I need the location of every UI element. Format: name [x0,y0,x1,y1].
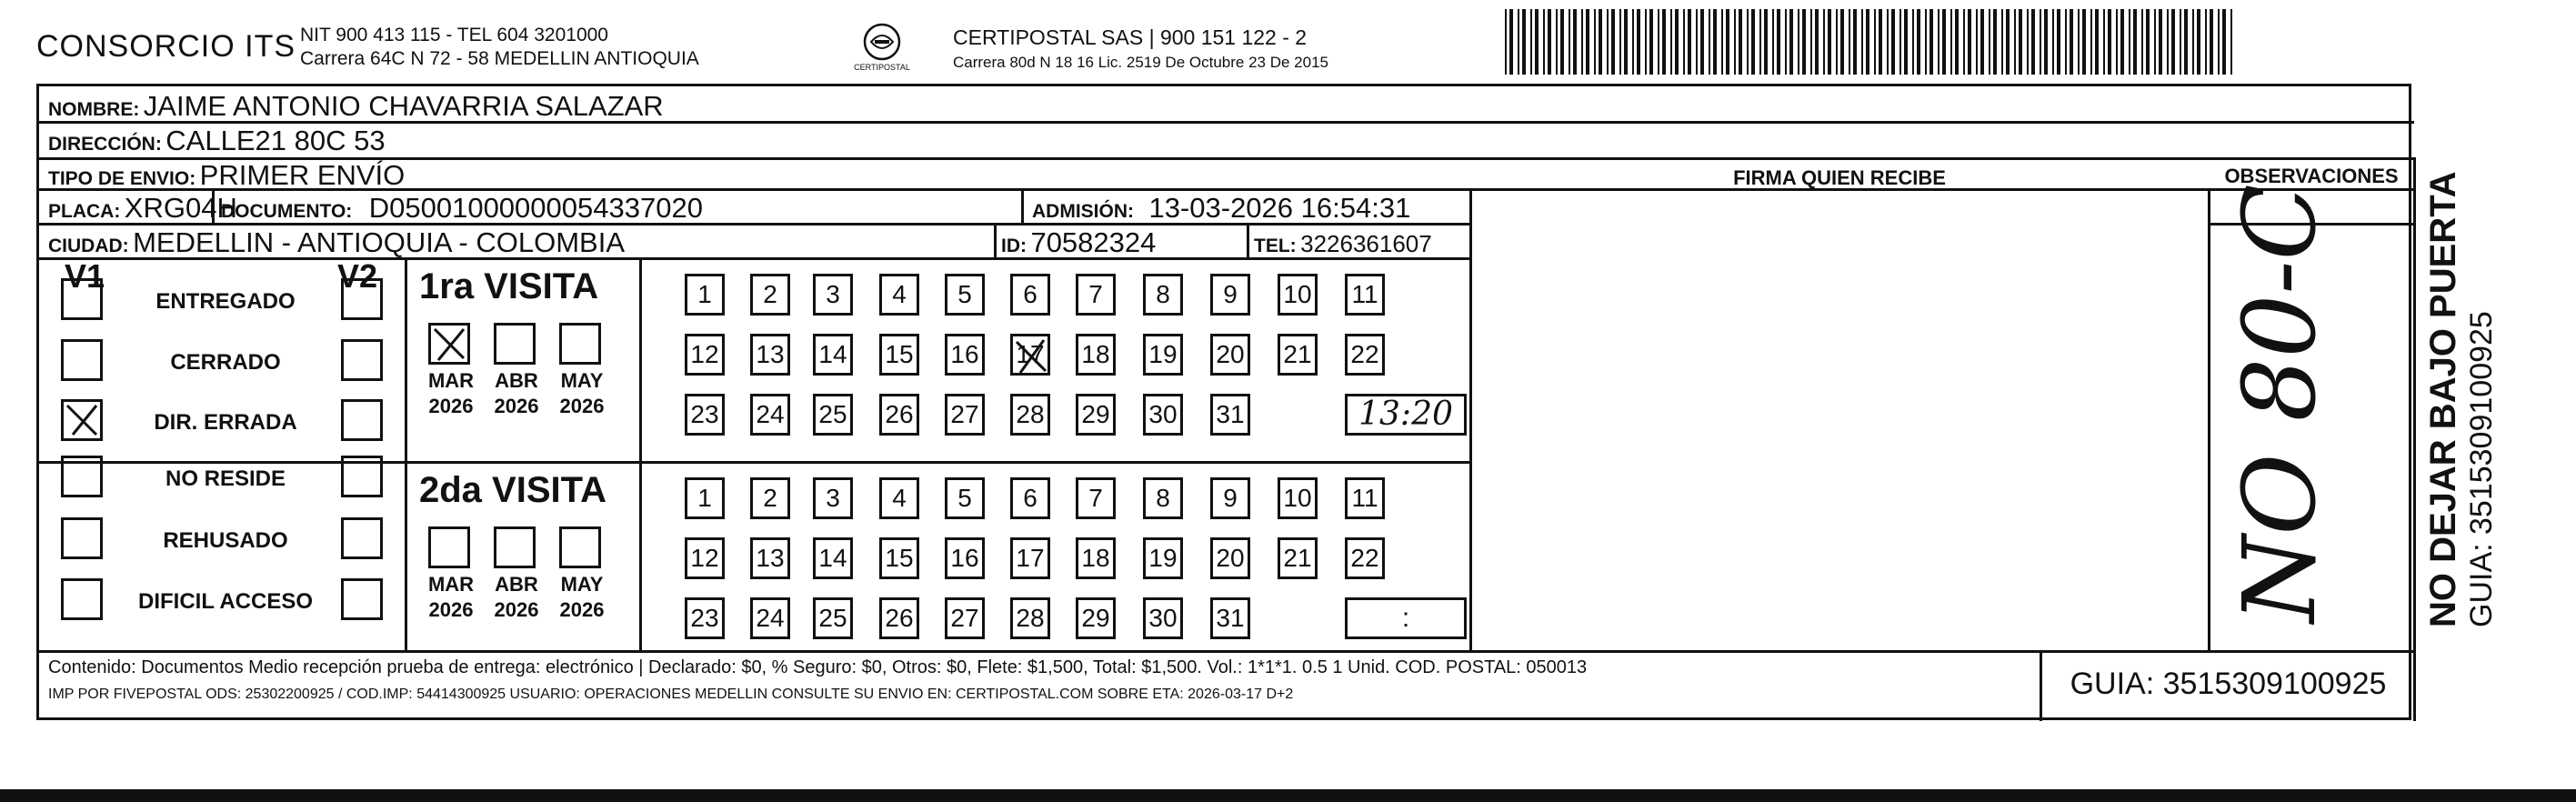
barcode-bar [1815,9,1819,75]
barcode-bar [1700,9,1704,75]
barcode-bar [1810,9,1812,75]
v2-checkbox[interactable] [341,339,383,381]
month-name: MAR [427,573,475,596]
certipostal-address: Carrera 80d N 18 16 Lic. 2519 De Octubre 23 De 2015 [953,54,1328,71]
time-box[interactable]: : [1345,597,1467,639]
barcode-bar [1548,9,1551,75]
nombre-label: NOMBRE: [48,99,140,120]
barcode-bar [1789,9,1793,75]
barcode-bar [1573,9,1577,75]
day-box[interactable]: 13 [750,537,790,579]
barcode-bar [1505,9,1507,75]
nombre-row [48,90,664,123]
day-box[interactable]: 20 [1210,334,1250,376]
barcode-bar [1543,9,1545,75]
barcode-bar [1853,9,1857,75]
barcode-bar [1963,9,1965,75]
barcode-bar [2133,9,2137,75]
barcode-bar [1955,9,1959,75]
v2-checkbox[interactable] [341,517,383,559]
barcode-bar [1925,9,1927,75]
barcode-bar [2205,9,2207,75]
direccion-value: CALLE21 80C 53 [165,125,386,156]
barcode-bar [2031,9,2035,75]
day-box[interactable]: 2 [750,477,790,519]
barcode-bar [1522,9,1526,75]
barcode-bar [1637,9,1640,75]
tipo-value: PRIMER ENVÍO [199,159,406,191]
direccion-label: DIRECCIÓN: [48,134,162,155]
barcode-bar [2095,9,2099,75]
v1-checkbox[interactable] [61,278,103,320]
day-box[interactable]: 30 [1143,597,1183,639]
day-box[interactable]: 11 [1345,477,1385,519]
barcode-bar [2090,9,2092,75]
observation-handwriting [2212,184,2412,641]
day-box[interactable]: 1 [685,274,725,316]
month-year: 2026 [559,598,605,621]
company-nit-tel: NIT 900 413 115 - TEL 604 3201000 [300,25,608,45]
day-box[interactable]: 16 [945,334,985,376]
barcode-bar [1874,9,1876,75]
day-box[interactable]: 21 [1278,537,1318,579]
month-label [485,368,548,419]
barcode-bar [1632,9,1634,75]
observaciones-header: OBSERVACIONES [2224,165,2399,187]
barcode-bar [1747,9,1749,75]
day-box[interactable]: 26 [879,597,919,639]
barcode-bar [1713,9,1717,75]
barcode-bar [1836,9,1838,75]
day-box[interactable]: 27 [945,394,985,436]
day-box[interactable]: 14 [813,537,853,579]
v2-header: V2 [337,257,378,295]
day-box[interactable]: 9 [1210,274,1250,316]
day-box[interactable]: 28 [1010,597,1050,639]
day-box[interactable]: 18 [1076,537,1116,579]
barcode-bar [1989,9,1990,75]
admision-label: ADMISIÓN: [1032,201,1134,222]
barcode-bar [1993,9,1997,75]
month-year: 2026 [559,395,605,417]
barcode-bar [2167,9,2169,75]
barcode-bar [2222,9,2226,75]
status-label: DIFICIL ACCESO [137,589,313,614]
barcode-bar [2103,9,2105,75]
barcode-bar [1696,9,1698,75]
month-checkbox[interactable] [428,526,470,568]
barcode-bar [2052,9,2054,75]
barcode-bar [2192,9,2194,75]
day-box[interactable]: 5 [945,274,985,316]
barcode-bar [1950,9,1952,75]
certipostal-info [953,25,1328,72]
v2-checkbox[interactable] [341,399,383,441]
barcode-bar [1619,9,1621,75]
barcode-bar [1887,9,1889,75]
day-box[interactable]: 15 [879,334,919,376]
month-name: ABR [495,573,538,596]
day-box[interactable]: 3 [813,274,853,316]
status-label: REHUSADO [163,528,288,553]
month-label [419,572,483,623]
day-box[interactable]: 8 [1143,274,1183,316]
barcode-bar [2065,9,2067,75]
barcode-bar [1777,9,1780,75]
barcode-bar [1891,9,1895,75]
day-box[interactable]: 7 [1076,477,1116,519]
day-box[interactable]: 22 [1345,537,1385,579]
barcode-bar [2027,9,2029,75]
barcode-bar [1599,9,1602,75]
v1-checkbox[interactable] [61,456,103,497]
day-box[interactable]: 8 [1143,477,1183,519]
barcode-bar [2006,9,2010,75]
id-field [1001,226,1156,259]
ciudad-row [48,226,625,259]
observation-text: NO 80-C [2221,184,2338,623]
barcode-bar [2014,9,2016,75]
company-info [300,24,699,71]
barcode-bar [1675,9,1679,75]
barcode-bar [2180,9,2181,75]
day-box[interactable]: 30 [1143,394,1183,436]
day-box[interactable]: 31 [1210,597,1250,639]
v2-checkbox[interactable] [341,278,383,320]
day-box[interactable]: 23 [685,394,725,436]
day-box[interactable]: 20 [1210,537,1250,579]
day-box[interactable]: 21 [1278,334,1318,376]
barcode-bar [1802,9,1806,75]
check-mark-icon [431,326,467,362]
barcode-bar [1721,9,1723,75]
barcode-bar [1785,9,1787,75]
firma-header: FIRMA QUIEN RECIBE [1733,166,1946,189]
barcode-bar [1938,9,1940,75]
day-box[interactable]: 18 [1076,334,1116,376]
day-box[interactable]: 25 [813,597,853,639]
barcode-bar [2218,9,2220,75]
barcode-bar [2197,9,2200,75]
tel-label: TEL: [1254,236,1297,256]
barcode-bar [1560,9,1564,75]
day-box[interactable]: 6 [1010,274,1050,316]
barcode-bar [1649,9,1653,75]
id-value: 70582324 [1030,226,1157,258]
day-box[interactable]: 3 [813,477,853,519]
certipostal-nit: CERTIPOSTAL SAS | 900 151 122 - 2 [953,25,1308,49]
status-label: DIR. ERRADA [154,410,297,435]
month-year: 2026 [494,598,539,621]
time-box[interactable]: 13:20 [1345,394,1467,436]
barcode-bar [2171,9,2175,75]
barcode-bar [1866,9,1869,75]
side-guia: GUIA: 3515309100925 [2464,311,2499,627]
barcode-bar [1556,9,1558,75]
barcode-bar [1688,9,1691,75]
day-box[interactable]: 29 [1076,597,1116,639]
barcode-bar [2082,9,2086,75]
v2-checkbox[interactable] [341,456,383,497]
barcode-bar [2230,9,2232,75]
day-box[interactable]: 23 [685,597,725,639]
bottom-edge [0,789,2576,802]
month-year: 2026 [428,395,474,417]
month-label [419,368,483,419]
barcode-bar [1569,9,1570,75]
barcode-bar [1535,9,1539,75]
barcode-bar [1709,9,1710,75]
barcode-bar [1739,9,1742,75]
barcode-bar [2184,9,2188,75]
tipo-row [48,159,405,192]
day-box[interactable]: 12 [685,334,725,376]
barcode-bar [1980,9,1984,75]
barcode-bar [1798,9,1799,75]
month-checkbox[interactable] [494,526,536,568]
admision-value: 13-03-2026 16:54:31 [1148,192,1411,224]
barcode-bar [1683,9,1685,75]
day-box[interactable]: 7 [1076,274,1116,316]
barcode-bar [1611,9,1615,75]
barcode-bar [2116,9,2118,75]
company-name: CONSORCIO ITS [36,29,296,64]
documento-label: DOCUMENTO: [221,201,353,222]
day-box[interactable]: 13 [750,334,790,376]
footer-content: Contenido: Documentos Medio recepción prueba de entrega: electrónico | Declarado: $0, % Seguro: $0, Otros: $0, Flete: $1,500, Total: $1,500. Vol.: 1*1*1. 0.5 1 Unid. COD. POSTAL: 050013 [48,657,1588,677]
barcode-bar [2210,9,2213,75]
barcode-bar [1899,9,1901,75]
v1-checkbox[interactable] [61,399,103,441]
direccion-row [48,125,386,157]
day-box[interactable]: 28 [1010,394,1050,436]
month-year: 2026 [428,598,474,621]
month-label [550,572,614,623]
certipostal-seal-icon [862,22,902,62]
barcode-bar [2040,9,2041,75]
status-label: CERRADO [170,350,281,375]
v2-checkbox[interactable] [341,578,383,620]
v1-header: V1 [65,257,105,295]
barcode-bar [1662,9,1666,75]
barcode-bar [1586,9,1589,75]
day-box[interactable]: 12 [685,537,725,579]
barcode-bar [2070,9,2073,75]
footer-print-info: IMP POR FIVEPOSTAL ODS: 25302200925 / COD.IMP: 54414300925 USUARIO: OPERACIONES MEDELLIN CONSULTE SU ENVIO EN: CERTIPOSTAL.COM SOBRE ETA: 2026-03-17 D+2 [48,687,1294,702]
v1-checkbox[interactable] [61,339,103,381]
visit-title: 2da VISITA [419,470,606,510]
certipostal-logo [850,22,914,72]
barcode-bar [1840,9,1844,75]
v1-checkbox[interactable] [61,517,103,559]
month-checkbox[interactable] [559,526,601,568]
barcode-bar [1624,9,1628,75]
barcode [1505,9,2237,75]
month-checkbox[interactable] [428,323,470,365]
barcode-bar [2120,9,2124,75]
status-label: NO RESIDE [165,466,286,491]
footer-guia: GUIA: 3515309100925 [2070,667,2387,701]
barcode-bar [1594,9,1596,75]
placa-value: XRG04H [124,192,237,224]
barcode-bar [1828,9,1831,75]
barcode-bar [2159,9,2162,75]
documento-value: D05001000000054337020 [368,192,703,224]
barcode-bar [1518,9,1519,75]
barcode-bar [2154,9,2156,75]
month-label [485,572,548,623]
check-mark-icon [64,402,100,438]
v1-checkbox[interactable] [61,578,103,620]
barcode-bar [1751,9,1755,75]
day-box[interactable]: 17 [1010,537,1050,579]
side-warning: NO DEJAR BAJO PUERTA [2423,171,2463,627]
barcode-bar [1904,9,1908,75]
ciudad-label: CIUDAD: [48,236,129,256]
barcode-bar [1645,9,1647,75]
barcode-bar [1976,9,1978,75]
day-box[interactable]: 11 [1345,274,1385,316]
placa-row [48,192,237,225]
logo-caption: CERTIPOSTAL [854,63,910,72]
barcode-bar [2078,9,2080,75]
barcode-bar [2001,9,2003,75]
month-name: ABR [495,369,538,392]
barcode-bar [1509,9,1513,75]
barcode-bar [1764,9,1768,75]
barcode-bar [2044,9,2048,75]
barcode-bar [1861,9,1863,75]
barcode-bar [1823,9,1825,75]
month-label [550,368,614,419]
company-address: Carrera 64C N 72 - 58 MEDELLIN ANTIOQUIA [300,48,699,69]
day-box[interactable]: 2 [750,274,790,316]
day-box[interactable]: 14 [813,334,853,376]
delivery-form [36,84,2411,720]
barcode-bar [1658,9,1659,75]
barcode-bar [1607,9,1609,75]
day-box[interactable]: 29 [1076,394,1116,436]
barcode-bar [2146,9,2150,75]
day-box[interactable]: 10 [1278,274,1318,316]
barcode-bar [2019,9,2022,75]
day-box[interactable]: 24 [750,597,790,639]
day-box[interactable]: 1 [685,477,725,519]
day-box[interactable]: 31 [1210,394,1250,436]
day-box[interactable]: 17 [1010,334,1050,376]
ciudad-value: MEDELLIN - ANTIOQUIA - COLOMBIA [133,226,625,258]
month-name: MAY [560,369,604,392]
barcode-bar [1670,9,1672,75]
barcode-bar [1968,9,1971,75]
day-box[interactable]: 4 [879,274,919,316]
day-box[interactable]: 19 [1143,334,1183,376]
nombre-value: JAIME ANTONIO CHAVARRIA SALAZAR [143,90,664,122]
day-box[interactable]: 25 [813,394,853,436]
day-box[interactable]: 22 [1345,334,1385,376]
barcode-bar [1849,9,1850,75]
barcode-bar [1581,9,1583,75]
documento-field [221,192,703,225]
month-checkbox[interactable] [559,323,601,365]
barcode-bar [1879,9,1882,75]
day-box[interactable]: 5 [945,477,985,519]
visit-title: 1ra VISITA [419,266,599,306]
barcode-bar [1912,9,1914,75]
id-label: ID: [1001,236,1027,256]
barcode-bar [1759,9,1761,75]
barcode-bar [1929,9,1933,75]
day-box[interactable]: 10 [1278,477,1318,519]
barcode-bar [1942,9,1946,75]
month-name: MAY [560,573,604,596]
barcode-bar [2057,9,2060,75]
barcode-bar [2129,9,2130,75]
day-box[interactable]: 19 [1143,537,1183,579]
barcode-bar [1772,9,1774,75]
month-year: 2026 [494,395,539,417]
barcode-bar [1530,9,1532,75]
day-box[interactable]: 4 [879,477,919,519]
day-box[interactable]: 9 [1210,477,1250,519]
status-label: ENTREGADO [155,289,296,314]
month-name: MAR [427,369,475,392]
barcode-bar [1917,9,1920,75]
barcode-bar [1734,9,1736,75]
month-checkbox[interactable] [494,323,536,365]
placa-label: PLACA: [48,201,121,222]
day-box[interactable]: 26 [879,394,919,436]
day-box[interactable]: 24 [750,394,790,436]
day-box[interactable]: 16 [945,537,985,579]
tel-value: 3226361607 [1300,230,1432,257]
day-box[interactable]: 6 [1010,477,1050,519]
cross-mark-icon [1013,336,1049,375]
admision-field [1032,192,1410,225]
day-box[interactable]: 15 [879,537,919,579]
tipo-label: TIPO DE ENVIO: [48,168,196,189]
day-box[interactable]: 27 [945,597,985,639]
barcode-bar [2108,9,2111,75]
barcode-bar [1726,9,1729,75]
tel-field [1254,230,1432,258]
barcode-bar [2141,9,2143,75]
